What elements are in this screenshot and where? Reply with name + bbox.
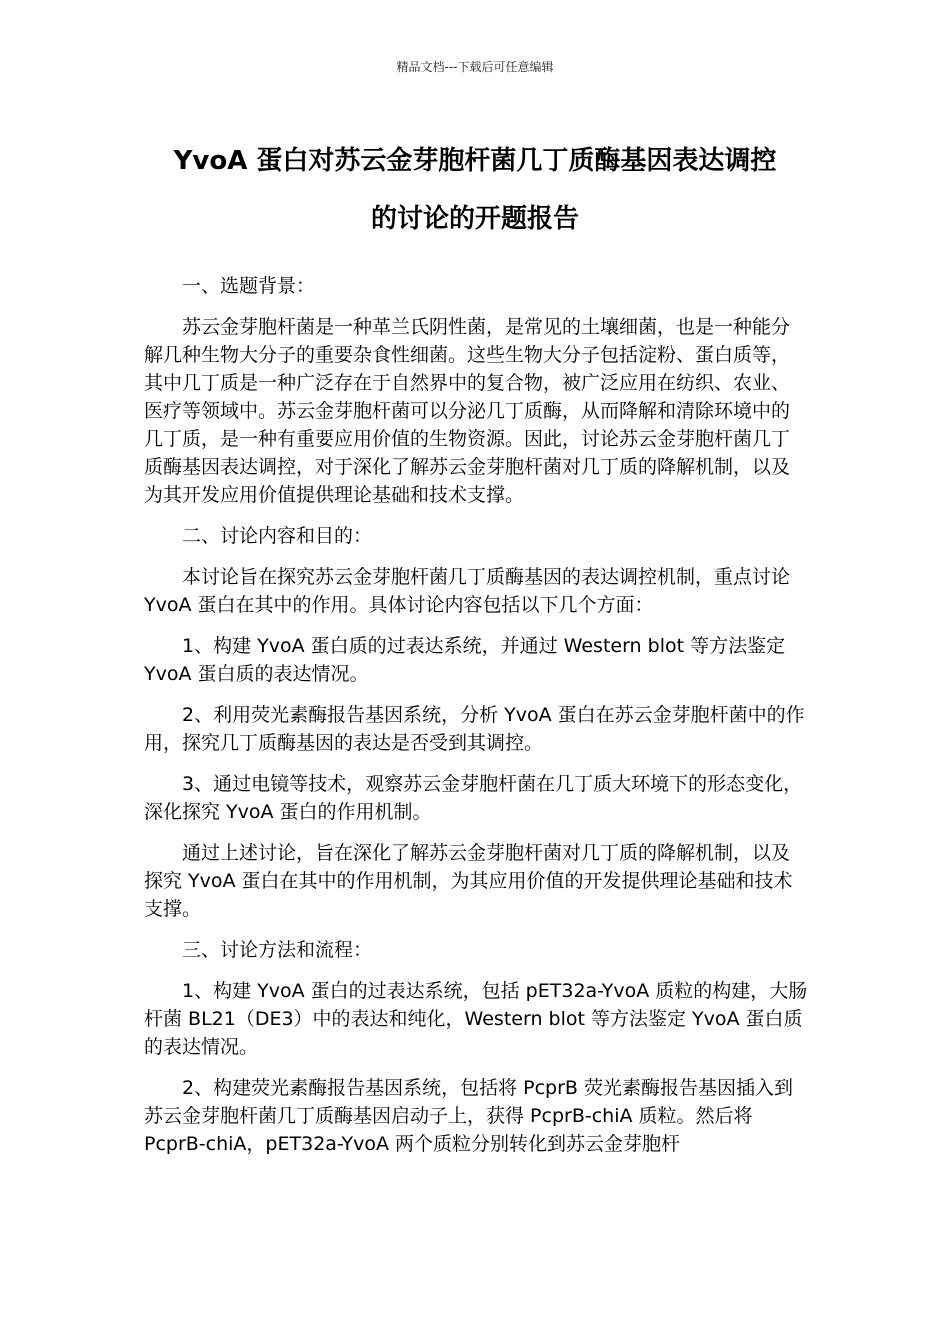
paragraph-background: 苏云金芽胞杆菌是一种革兰氏阴性菌，是常见的土壤细菌，也是一种能分解几种生物大分子的重要杂食性细菌。这些生物大分子包括淀粉、蛋白质等，其中几丁质是一种广泛存在于自然界中的复合物，被广泛应用在纺织、农业、医疗等领域中。苏云金芽胞杆菌可以分泌几丁质酶，从而降解和清除环境中的几丁质，是一种有重要应用价值的生物资源。因此，讨论苏云金芽胞杆菌几丁质酶基因表达调控，对于深化了解苏云金芽胞杆菌对几丁质的降解机制，以及为其开发应用价值提供理论基础和技术支撑。 [144,316,791,506]
title-line-1: YvoA 蛋白对苏云金芽胞杆菌几丁质酶基因表达调控 [173,146,777,176]
title-line-2: 的讨论的开题报告 [370,204,579,234]
paragraph-content-item-2: 2、利用荧光素酶报告基因系统，分析 YvoA 蛋白在苏云金芽胞杆菌中的作用，探究几丁质酶基因的表达是否受到其调控。 [144,704,805,754]
section-heading-content: 二、讨论内容和目的： [182,525,373,547]
paragraph-content-item-1: 1、构建 YvoA 蛋白质的过表达系统，并通过 Western blot 等方法鉴定 YvoA 蛋白质的表达情况。 [144,635,786,685]
paragraph-methods-item-1: 1、构建 YvoA 蛋白的过表达系统，包括 pET32a-YvoA 质粒的构建，大肠杆菌 BL21（DE3）中的表达和纯化，Western blot 等方法鉴定 YvoA 蛋白质的表达情况。 [144,980,808,1058]
paragraph-content-intro: 本讨论旨在探究苏云金芽胞杆菌几丁质酶基因的表达调控机制，重点讨论 YvoA 蛋白在其中的作用。具体讨论内容包括以下几个方面： [144,566,791,616]
document-title [120,132,830,248]
section-heading-background: 一、选题背景： [182,275,316,297]
section-heading-methods: 三、讨论方法和流程： [182,939,373,961]
paragraph-methods-item-2: 2、构建荧光素酶报告基因系统，包括将 PcprB 荧光素酶报告基因插入到苏云金芽胞杆菌几丁质酶基因启动子上，获得 PcprB-chiA 质粒。然后将 PcprB-chiA，pET32a-YvoA 两个质粒分别转化到苏云金芽胞杆 [144,1077,793,1155]
paragraph-content-summary: 通过上述讨论，旨在深化了解苏云金芽胞杆菌对几丁质的降解机制，以及探究 YvoA 蛋白在其中的作用机制，为其应用价值的开发提供理论基础和技术支撑。 [144,842,793,920]
document-body [144,272,808,1171]
page-header: 精品文档---下载后可任意编辑 [396,60,554,74]
paragraph-content-item-3: 3、通过电镜等技术，观察苏云金芽胞杆菌在几丁质大环境下的形态变化，深化探究 YvoA 蛋白的作用机制。 [144,773,803,823]
